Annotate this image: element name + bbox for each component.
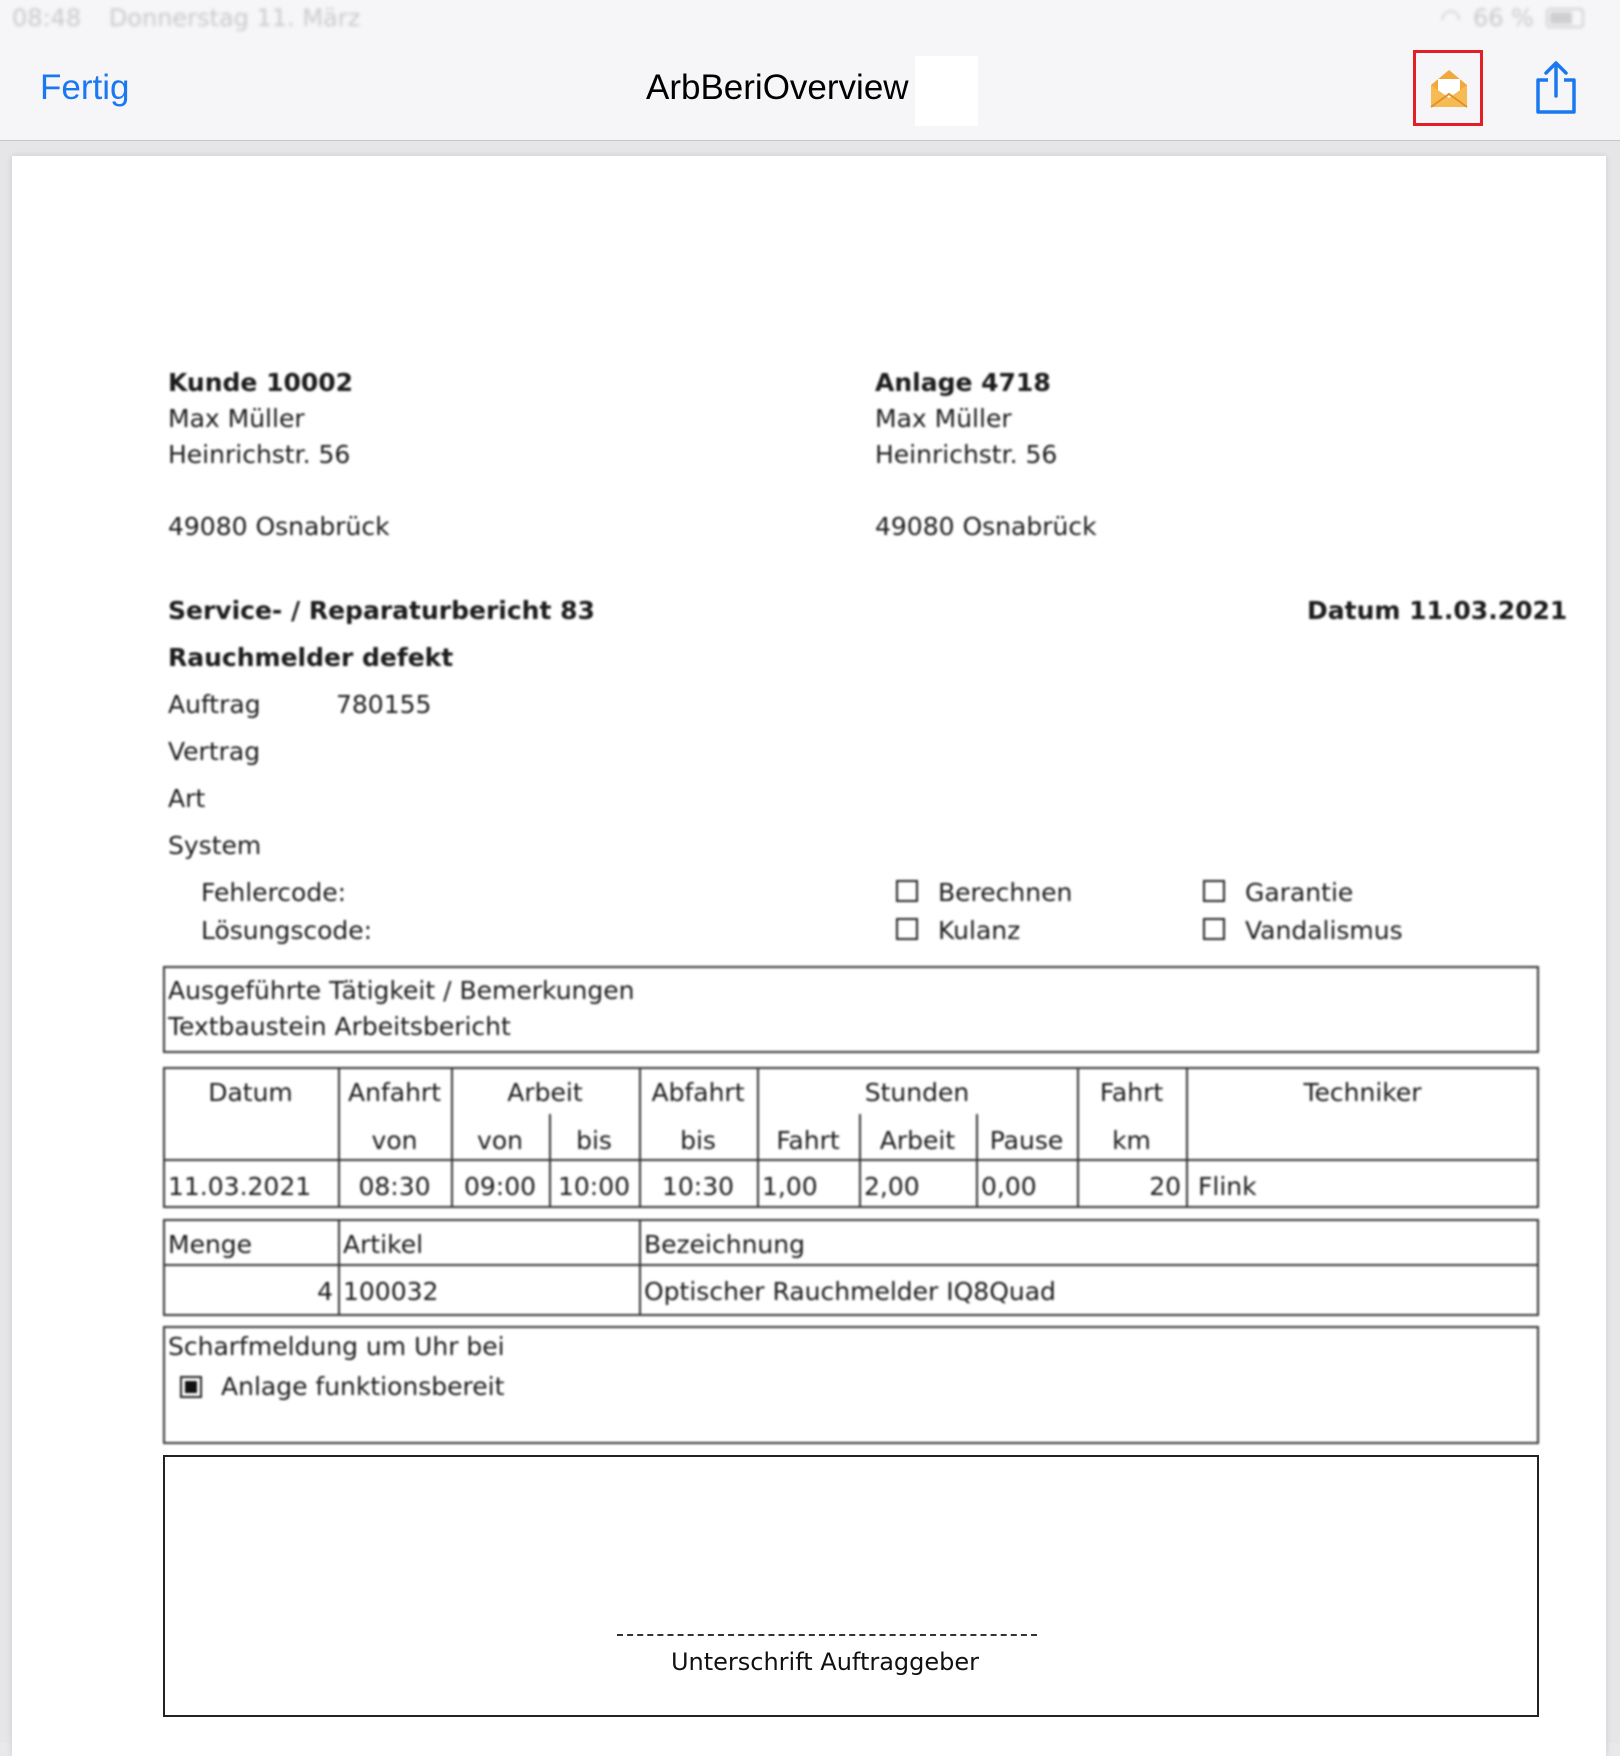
col-hours-work: Arbeit [879,1126,956,1155]
report-date: Datum 11.03.2021 [1307,596,1568,625]
signature-box [163,1455,1539,1717]
site-street: Heinrichstr. 56 [875,440,1058,469]
col-hours: Stunden [864,1078,970,1107]
col-arrival: Anfahrt [348,1078,441,1107]
order-label: Auftrag [168,690,261,719]
wifi-icon: ◠ [1440,4,1462,32]
battery-percent: 66 % [1473,4,1534,32]
col-departure: Abfahrt [651,1078,745,1107]
contract-label: Vertrag [168,737,261,766]
col-arrival-from: von [371,1126,418,1155]
goodwill-label: Kulanz [938,916,1021,945]
customer-city: 49080 Osnabrück [168,512,390,541]
signature-label: Unterschrift Auftraggeber [670,1648,980,1676]
col-departure-to: bis [680,1126,716,1155]
cell-departure: 10:30 [661,1172,735,1201]
warranty-label: Garantie [1245,878,1354,907]
cell-qty: 4 [317,1277,333,1306]
col-article: Artikel [343,1230,424,1259]
site-name: Max Müller [875,404,1012,433]
vandalism-label: Vandalismus [1245,916,1403,945]
signature-line [617,1634,1037,1636]
report-subtitle: Rauchmelder defekt [168,643,454,672]
done-button[interactable]: Fertig [40,68,130,107]
cell-article: 100032 [343,1277,439,1306]
customer-heading: Kunde 10002 [168,368,354,397]
vandalism-checkbox [1203,918,1225,940]
charge-checkbox [896,880,918,902]
arming-text: Scharfmeldung um Uhr bei [168,1332,505,1361]
ready-checkbox [180,1376,202,1398]
col-travel: Fahrt [1099,1078,1164,1107]
col-description: Bezeichnung [644,1230,805,1259]
cell-work-from: 09:00 [463,1172,537,1201]
status-date: Donnerstag 11. März [108,4,361,32]
order-value: 780155 [336,690,432,719]
system-label: System [168,831,262,860]
col-qty: Menge [168,1230,253,1259]
page-title: ArbBeriOverview [646,68,909,107]
cell-technician: Flink [1198,1172,1257,1201]
cell-hours-break: 0,00 [981,1172,1037,1201]
col-travel-km: km [1112,1126,1151,1155]
error-code-label: Fehlercode: [201,878,347,907]
col-technician: Techniker [1303,1078,1422,1107]
cell-description: Optischer Rauchmelder IQ8Quad [644,1277,1056,1306]
customer-street: Heinrichstr. 56 [168,440,351,469]
cell-km: 20 [1149,1172,1181,1201]
solution-code-label: Lösungscode: [201,916,373,945]
ready-label: Anlage funktionsbereit [221,1372,505,1401]
goodwill-checkbox [896,918,918,940]
site-heading: Anlage 4718 [875,368,1051,397]
col-work-from: von [477,1126,523,1155]
cell-date: 11.03.2021 [168,1172,312,1201]
activity-text: Textbaustein Arbeitsbericht [168,1012,511,1041]
col-hours-travel: Fahrt [776,1126,840,1155]
type-label: Art [168,784,206,813]
col-hours-break: Pause [989,1126,1064,1155]
cell-arrival: 08:30 [358,1172,431,1201]
col-work: Arbeit [507,1078,583,1107]
col-work-to: bis [576,1126,612,1155]
warranty-checkbox [1203,880,1225,902]
cell-work-to: 10:00 [557,1172,631,1201]
activity-heading: Ausgeführte Tätigkeit / Bemerkungen [168,976,635,1005]
cell-hours-work: 2,00 [864,1172,920,1201]
site-city: 49080 Osnabrück [875,512,1097,541]
charge-label: Berechnen [938,878,1073,907]
report-title: Service- / Reparaturbericht 83 [168,596,595,625]
customer-name: Max Müller [168,404,305,433]
status-time: 08:48 [12,4,82,32]
cell-hours-travel: 1,00 [762,1172,818,1201]
col-date: Datum [208,1078,293,1107]
